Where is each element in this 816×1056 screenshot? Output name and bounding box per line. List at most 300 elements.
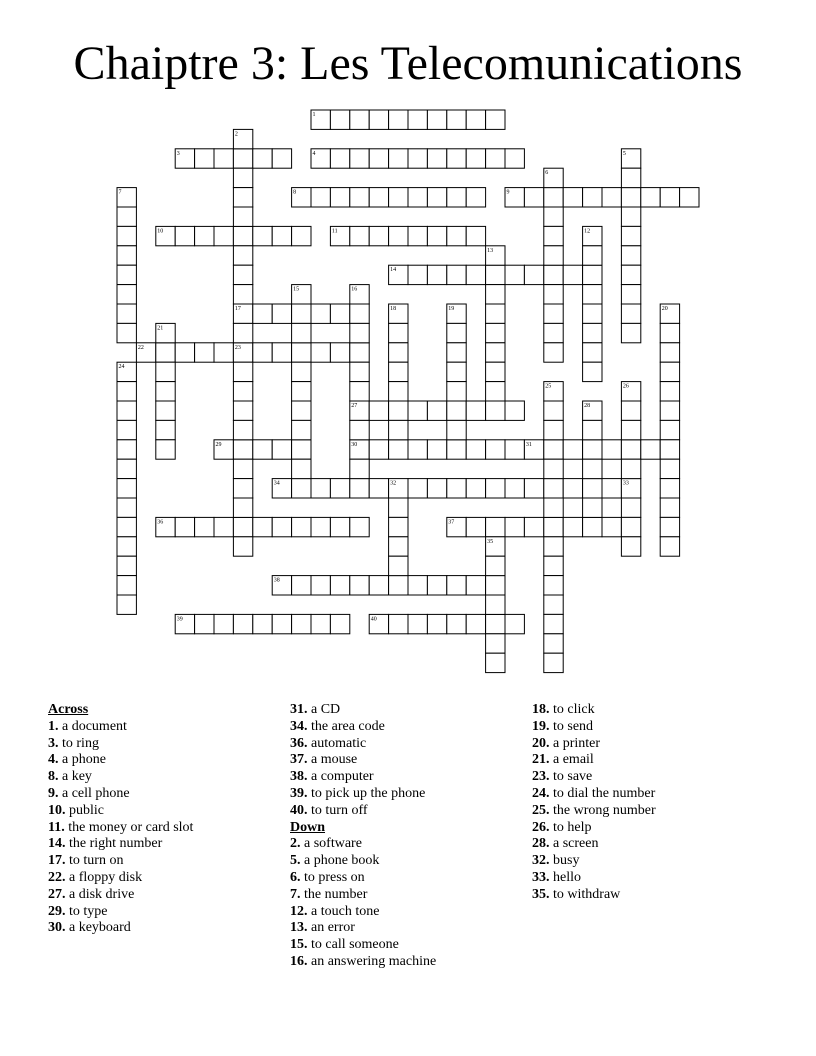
grid-cell[interactable]	[292, 614, 311, 633]
grid-cell[interactable]	[233, 362, 252, 381]
grid-cell[interactable]	[486, 653, 505, 672]
grid-cell[interactable]	[621, 304, 640, 323]
grid-cell[interactable]	[486, 401, 505, 420]
grid-cell[interactable]	[486, 440, 505, 459]
grid-cell[interactable]	[583, 304, 602, 323]
grid-cell[interactable]	[369, 188, 388, 207]
grid-cell[interactable]	[292, 343, 311, 362]
grid-cell[interactable]	[583, 265, 602, 284]
grid-cell[interactable]	[660, 343, 679, 362]
grid-cell[interactable]	[389, 188, 408, 207]
grid-cell[interactable]	[389, 440, 408, 459]
grid-cell[interactable]	[272, 614, 291, 633]
grid-cell[interactable]	[389, 420, 408, 439]
grid-cell[interactable]	[427, 479, 446, 498]
grid-cell[interactable]	[486, 479, 505, 498]
grid-cell[interactable]	[583, 479, 602, 498]
grid-cell[interactable]	[544, 188, 563, 207]
grid-cell[interactable]	[117, 517, 136, 536]
grid-cell[interactable]	[660, 420, 679, 439]
grid-cell[interactable]	[117, 265, 136, 284]
grid-cell[interactable]	[233, 401, 252, 420]
grid-cell[interactable]	[156, 401, 175, 420]
grid-cell[interactable]	[253, 517, 272, 536]
grid-cell[interactable]	[330, 188, 349, 207]
grid-cell[interactable]	[117, 226, 136, 245]
grid-cell[interactable]	[156, 440, 175, 459]
grid-cell[interactable]	[583, 517, 602, 536]
grid-cell[interactable]	[214, 226, 233, 245]
grid-cell[interactable]	[233, 188, 252, 207]
grid-cell[interactable]	[175, 343, 194, 362]
grid-cell[interactable]	[505, 479, 524, 498]
grid-cell[interactable]	[466, 401, 485, 420]
grid-cell[interactable]	[330, 343, 349, 362]
grid-cell[interactable]	[447, 479, 466, 498]
grid-cell[interactable]	[505, 149, 524, 168]
grid-cell[interactable]	[621, 420, 640, 439]
grid-cell[interactable]	[389, 382, 408, 401]
grid-cell[interactable]	[660, 323, 679, 342]
grid-cell[interactable]	[195, 149, 214, 168]
grid-cell[interactable]	[602, 517, 621, 536]
grid-cell[interactable]	[466, 440, 485, 459]
grid-cell[interactable]	[447, 110, 466, 129]
grid-cell[interactable]	[389, 149, 408, 168]
grid-cell[interactable]	[233, 246, 252, 265]
grid-cell[interactable]	[447, 226, 466, 245]
grid-cell[interactable]	[621, 285, 640, 304]
grid-cell[interactable]	[311, 614, 330, 633]
grid-cell[interactable]	[660, 382, 679, 401]
grid-cell[interactable]	[117, 285, 136, 304]
grid-cell[interactable]	[505, 265, 524, 284]
grid-cell[interactable]	[369, 110, 388, 129]
grid-cell[interactable]	[233, 440, 252, 459]
grid-cell[interactable]	[350, 323, 369, 342]
grid-cell[interactable]	[272, 226, 291, 245]
grid-cell[interactable]	[350, 459, 369, 478]
grid-cell[interactable]	[660, 537, 679, 556]
grid-cell[interactable]	[563, 265, 582, 284]
grid-cell[interactable]	[486, 517, 505, 536]
grid-cell[interactable]	[641, 440, 660, 459]
grid-cell[interactable]	[544, 517, 563, 536]
grid-cell[interactable]	[486, 576, 505, 595]
grid-cell[interactable]	[117, 246, 136, 265]
grid-cell[interactable]	[389, 226, 408, 245]
grid-cell[interactable]	[486, 304, 505, 323]
grid-cell[interactable]	[466, 614, 485, 633]
grid-cell[interactable]	[544, 401, 563, 420]
grid-cell[interactable]	[524, 517, 543, 536]
grid-cell[interactable]	[583, 246, 602, 265]
grid-cell[interactable]	[660, 362, 679, 381]
grid-cell[interactable]	[466, 517, 485, 536]
grid-cell[interactable]	[427, 401, 446, 420]
grid-cell[interactable]	[505, 517, 524, 536]
grid-cell[interactable]	[408, 188, 427, 207]
grid-cell[interactable]	[350, 362, 369, 381]
grid-cell[interactable]	[408, 265, 427, 284]
grid-cell[interactable]	[427, 226, 446, 245]
grid-cell[interactable]	[660, 498, 679, 517]
grid-cell[interactable]	[486, 362, 505, 381]
grid-cell[interactable]	[195, 517, 214, 536]
grid-cell[interactable]	[427, 265, 446, 284]
grid-cell[interactable]	[389, 323, 408, 342]
grid-cell[interactable]	[641, 188, 660, 207]
grid-cell[interactable]	[466, 576, 485, 595]
grid-cell[interactable]	[427, 110, 446, 129]
grid-cell[interactable]	[253, 343, 272, 362]
grid-cell[interactable]	[427, 614, 446, 633]
grid-cell[interactable]	[156, 343, 175, 362]
grid-cell[interactable]	[524, 479, 543, 498]
grid-cell[interactable]	[350, 479, 369, 498]
grid-cell[interactable]	[486, 149, 505, 168]
grid-cell[interactable]	[117, 440, 136, 459]
grid-cell[interactable]	[253, 149, 272, 168]
grid-cell[interactable]	[583, 498, 602, 517]
grid-cell[interactable]	[292, 479, 311, 498]
grid-cell[interactable]	[583, 188, 602, 207]
grid-cell[interactable]	[447, 149, 466, 168]
grid-cell[interactable]	[583, 323, 602, 342]
grid-cell[interactable]	[292, 382, 311, 401]
grid-cell[interactable]	[447, 323, 466, 342]
grid-cell[interactable]	[292, 304, 311, 323]
grid-cell[interactable]	[369, 576, 388, 595]
grid-cell[interactable]	[350, 382, 369, 401]
grid-cell[interactable]	[350, 188, 369, 207]
grid-cell[interactable]	[233, 614, 252, 633]
grid-cell[interactable]	[272, 343, 291, 362]
grid-cell[interactable]	[447, 440, 466, 459]
grid-cell[interactable]	[563, 188, 582, 207]
grid-cell[interactable]	[583, 420, 602, 439]
grid-cell[interactable]	[466, 149, 485, 168]
grid-cell[interactable]	[350, 304, 369, 323]
grid-cell[interactable]	[621, 537, 640, 556]
grid-cell[interactable]	[292, 226, 311, 245]
grid-cell[interactable]	[350, 420, 369, 439]
grid-cell[interactable]	[253, 614, 272, 633]
grid-cell[interactable]	[272, 149, 291, 168]
grid-cell[interactable]	[563, 517, 582, 536]
grid-cell[interactable]	[544, 556, 563, 575]
grid-cell[interactable]	[292, 401, 311, 420]
grid-cell[interactable]	[156, 382, 175, 401]
grid-cell[interactable]	[389, 343, 408, 362]
grid-cell[interactable]	[544, 459, 563, 478]
grid-cell[interactable]	[350, 576, 369, 595]
grid-cell[interactable]	[311, 479, 330, 498]
grid-cell[interactable]	[486, 110, 505, 129]
grid-cell[interactable]	[233, 323, 252, 342]
grid-cell[interactable]	[544, 653, 563, 672]
grid-cell[interactable]	[233, 265, 252, 284]
grid-cell[interactable]	[486, 285, 505, 304]
grid-cell[interactable]	[447, 188, 466, 207]
grid-cell[interactable]	[544, 246, 563, 265]
grid-cell[interactable]	[505, 614, 524, 633]
grid-cell[interactable]	[544, 576, 563, 595]
grid-cell[interactable]	[621, 188, 640, 207]
clue-text: to help	[549, 819, 592, 835]
grid-cell[interactable]	[117, 207, 136, 226]
grid-cell[interactable]	[214, 614, 233, 633]
grid-cell[interactable]	[621, 498, 640, 517]
grid-cell[interactable]	[621, 265, 640, 284]
grid-cell[interactable]	[330, 304, 349, 323]
grid-cell[interactable]	[156, 420, 175, 439]
grid-cell[interactable]	[117, 576, 136, 595]
grid-cell[interactable]	[486, 614, 505, 633]
grid-cell[interactable]	[583, 285, 602, 304]
grid-cell[interactable]	[544, 304, 563, 323]
grid-cell[interactable]	[621, 207, 640, 226]
grid-cell[interactable]	[330, 479, 349, 498]
clue-text: a email	[549, 752, 594, 768]
clue-text: a keyboard	[65, 920, 131, 936]
grid-cell[interactable]	[233, 207, 252, 226]
grid-cell[interactable]	[563, 479, 582, 498]
grid-cell[interactable]	[544, 420, 563, 439]
grid-cell[interactable]	[117, 382, 136, 401]
grid-cell[interactable]	[447, 401, 466, 420]
grid-cell[interactable]	[544, 226, 563, 245]
grid-cell[interactable]	[660, 188, 679, 207]
grid-cell[interactable]	[233, 226, 252, 245]
grid-cell[interactable]	[602, 188, 621, 207]
grid-cell[interactable]	[602, 440, 621, 459]
grid-cell[interactable]	[330, 517, 349, 536]
grid-cell[interactable]	[330, 149, 349, 168]
grid-cell[interactable]	[486, 343, 505, 362]
grid-cell[interactable]	[544, 498, 563, 517]
grid-cell[interactable]	[117, 420, 136, 439]
grid-cell[interactable]	[660, 459, 679, 478]
grid-cell[interactable]	[621, 226, 640, 245]
grid-cell[interactable]	[350, 517, 369, 536]
grid-cell[interactable]	[447, 420, 466, 439]
grid-cell[interactable]	[486, 265, 505, 284]
grid-cell[interactable]	[389, 362, 408, 381]
grid-cell[interactable]	[544, 614, 563, 633]
grid-cell[interactable]	[389, 576, 408, 595]
grid-cell[interactable]	[117, 304, 136, 323]
grid-cell[interactable]	[466, 226, 485, 245]
grid-cell[interactable]	[447, 362, 466, 381]
grid-cell[interactable]	[544, 479, 563, 498]
grid-cell[interactable]	[602, 479, 621, 498]
grid-cell[interactable]	[408, 401, 427, 420]
down-clue	[532, 769, 772, 786]
grid-cell[interactable]	[660, 440, 679, 459]
grid-cell[interactable]	[544, 323, 563, 342]
grid-cell[interactable]	[505, 401, 524, 420]
grid-cell[interactable]	[389, 401, 408, 420]
grid-cell[interactable]	[621, 401, 640, 420]
grid-cell[interactable]	[117, 479, 136, 498]
grid-cell[interactable]	[195, 343, 214, 362]
grid-cell[interactable]	[544, 343, 563, 362]
grid-cell[interactable]	[427, 576, 446, 595]
grid-cell[interactable]	[272, 517, 291, 536]
grid-cell[interactable]	[253, 226, 272, 245]
grid-cell[interactable]	[253, 440, 272, 459]
grid-cell[interactable]	[544, 440, 563, 459]
grid-cell[interactable]	[175, 226, 194, 245]
grid-cell[interactable]	[389, 556, 408, 575]
grid-cell[interactable]	[408, 226, 427, 245]
grid-cell[interactable]	[292, 459, 311, 478]
grid-cell[interactable]	[292, 517, 311, 536]
grid-cell[interactable]	[311, 576, 330, 595]
grid-cell[interactable]	[214, 343, 233, 362]
grid-cell[interactable]	[292, 323, 311, 342]
grid-cell[interactable]	[524, 265, 543, 284]
grid-cell[interactable]	[214, 517, 233, 536]
grid-cell[interactable]	[369, 479, 388, 498]
grid-cell[interactable]	[233, 517, 252, 536]
grid-cell[interactable]	[583, 343, 602, 362]
grid-cell[interactable]	[369, 149, 388, 168]
grid-cell[interactable]	[117, 498, 136, 517]
grid-cell[interactable]	[117, 459, 136, 478]
grid-cell[interactable]	[233, 459, 252, 478]
grid-cell[interactable]	[350, 343, 369, 362]
grid-cell[interactable]	[408, 440, 427, 459]
grid-cell[interactable]	[447, 576, 466, 595]
grid-cell[interactable]	[544, 537, 563, 556]
grid-cell[interactable]	[175, 517, 194, 536]
grid-cell[interactable]	[233, 285, 252, 304]
grid-cell[interactable]	[621, 459, 640, 478]
grid-cell[interactable]	[466, 479, 485, 498]
grid-cell[interactable]	[621, 440, 640, 459]
grid-cell[interactable]	[544, 265, 563, 284]
grid-cell[interactable]	[660, 479, 679, 498]
grid-cell[interactable]	[156, 362, 175, 381]
grid-cell[interactable]	[369, 440, 388, 459]
grid-cell[interactable]	[621, 323, 640, 342]
grid-cell[interactable]	[486, 556, 505, 575]
grid-cell[interactable]	[486, 595, 505, 614]
grid-cell[interactable]	[389, 517, 408, 536]
grid-cell[interactable]	[292, 362, 311, 381]
grid-cell[interactable]	[486, 634, 505, 653]
grid-cell[interactable]	[389, 537, 408, 556]
grid-cell[interactable]	[447, 382, 466, 401]
grid-cell[interactable]	[447, 614, 466, 633]
grid-cell[interactable]	[583, 459, 602, 478]
grid-cell[interactable]	[660, 517, 679, 536]
grid-cell[interactable]	[117, 537, 136, 556]
grid-cell[interactable]	[389, 498, 408, 517]
grid-cell[interactable]	[524, 188, 543, 207]
grid-cell[interactable]	[117, 323, 136, 342]
grid-cell[interactable]	[389, 110, 408, 129]
grid-cell[interactable]	[330, 576, 349, 595]
grid-cell[interactable]	[466, 110, 485, 129]
grid-cell[interactable]	[563, 440, 582, 459]
grid-cell[interactable]	[233, 498, 252, 517]
grid-cell[interactable]	[350, 226, 369, 245]
grid-cell[interactable]	[330, 614, 349, 633]
grid-cell[interactable]	[621, 168, 640, 187]
grid-cell[interactable]	[427, 440, 446, 459]
grid-cell[interactable]	[350, 149, 369, 168]
grid-cell[interactable]	[680, 188, 699, 207]
grid-cell[interactable]	[544, 595, 563, 614]
grid-cell[interactable]	[466, 265, 485, 284]
grid-cell[interactable]	[117, 401, 136, 420]
grid-cell[interactable]	[233, 382, 252, 401]
grid-cell[interactable]	[117, 556, 136, 575]
grid-cell[interactable]	[447, 343, 466, 362]
grid-cell[interactable]	[544, 207, 563, 226]
grid-cell[interactable]	[233, 168, 252, 187]
grid-cell[interactable]	[447, 265, 466, 284]
grid-cell[interactable]	[195, 614, 214, 633]
grid-cell[interactable]	[389, 614, 408, 633]
grid-cell[interactable]	[292, 420, 311, 439]
grid-cell[interactable]	[583, 440, 602, 459]
grid-cell[interactable]	[195, 226, 214, 245]
grid-cell[interactable]	[408, 576, 427, 595]
grid-cell[interactable]	[621, 517, 640, 536]
grid-cell[interactable]	[544, 285, 563, 304]
grid-cell[interactable]	[369, 401, 388, 420]
grid-cell[interactable]	[466, 188, 485, 207]
grid-cell[interactable]	[311, 304, 330, 323]
grid-cell[interactable]	[272, 440, 291, 459]
grid-cell[interactable]	[350, 110, 369, 129]
grid-cell[interactable]	[311, 343, 330, 362]
grid-cell[interactable]	[311, 517, 330, 536]
grid-cell[interactable]	[117, 595, 136, 614]
grid-cell[interactable]	[233, 537, 252, 556]
grid-cell[interactable]	[621, 246, 640, 265]
clue-number: 24.	[532, 785, 550, 801]
grid-cell[interactable]	[292, 440, 311, 459]
grid-cell[interactable]	[233, 479, 252, 498]
grid-cell[interactable]	[272, 304, 291, 323]
grid-cell[interactable]	[486, 382, 505, 401]
grid-cell[interactable]	[544, 634, 563, 653]
grid-cell[interactable]	[408, 479, 427, 498]
grid-cell[interactable]	[660, 401, 679, 420]
grid-cell[interactable]	[233, 149, 252, 168]
grid-cell[interactable]	[408, 149, 427, 168]
grid-cell[interactable]	[311, 188, 330, 207]
grid-cell[interactable]	[408, 110, 427, 129]
grid-cell[interactable]	[214, 149, 233, 168]
grid-cell[interactable]	[583, 362, 602, 381]
grid-cell[interactable]	[427, 149, 446, 168]
grid-cell[interactable]	[369, 226, 388, 245]
grid-cell[interactable]	[233, 420, 252, 439]
grid-cell[interactable]	[505, 440, 524, 459]
grid-cell[interactable]	[427, 188, 446, 207]
grid-cell[interactable]	[486, 323, 505, 342]
grid-cell[interactable]	[292, 576, 311, 595]
grid-cell[interactable]	[408, 614, 427, 633]
grid-cell[interactable]	[253, 304, 272, 323]
grid-cell[interactable]	[330, 110, 349, 129]
